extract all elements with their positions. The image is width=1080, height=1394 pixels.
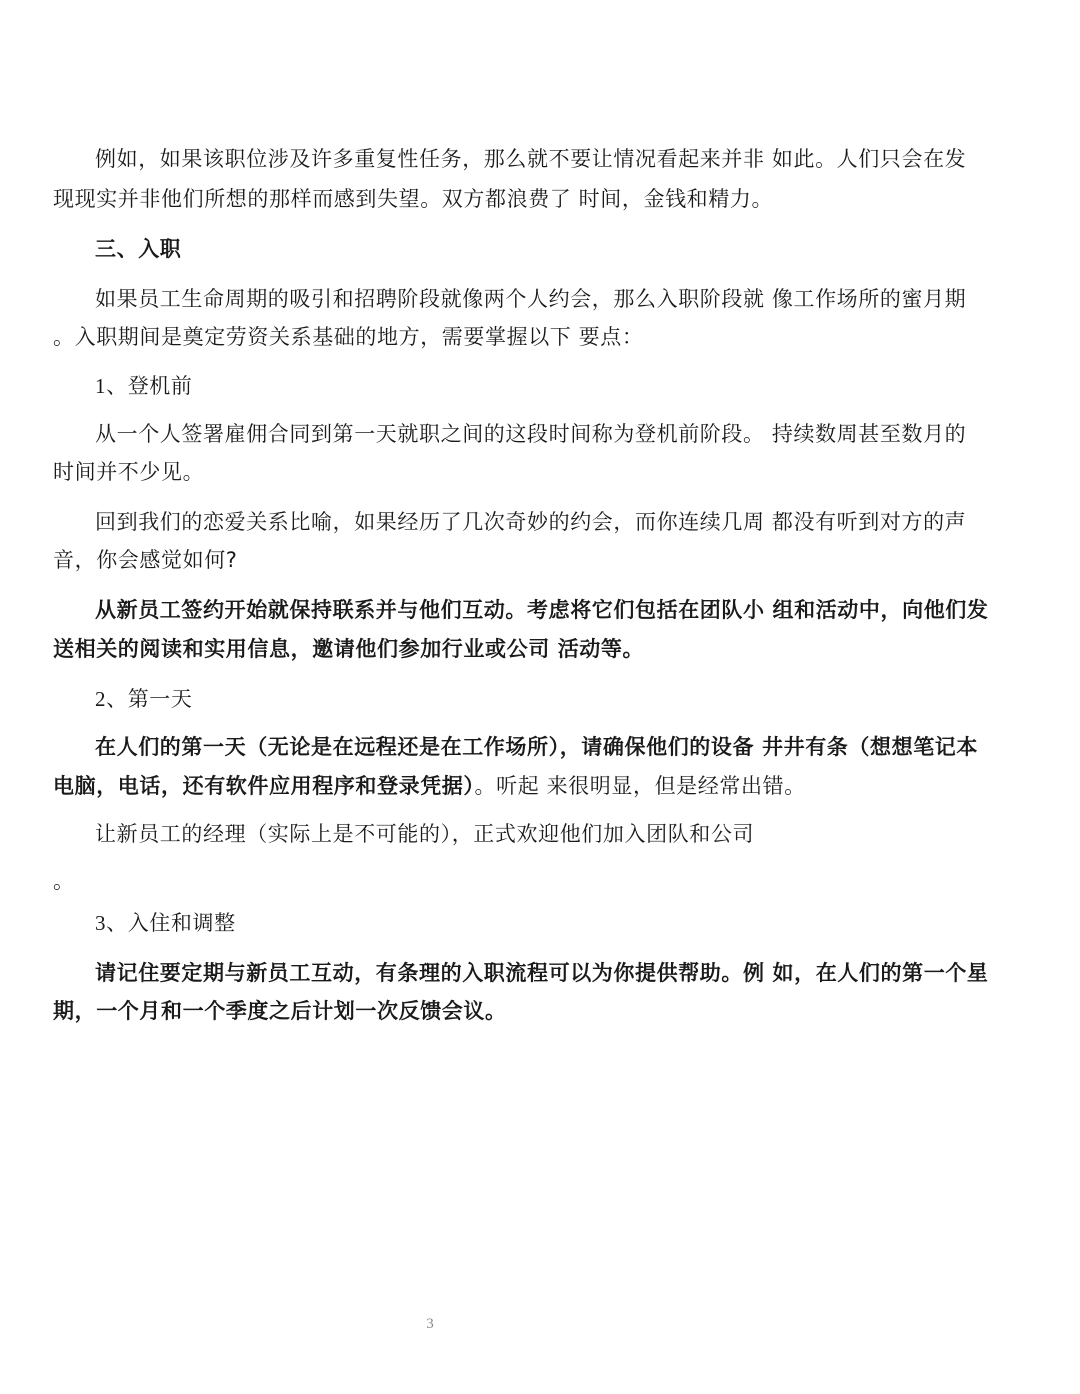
bold-paragraph-line: 从新员工签约开始就保持联系并与他们互动。考虑将它们包括在团队小 组和活动中，向他们发 xyxy=(95,598,989,622)
bold-paragraph-line: 请记住要定期与新员工互动，有条理的入职流程可以为你提供帮助。例 如，在人们的第一个星 xyxy=(95,961,989,985)
section-heading: 三、入职 xyxy=(95,237,182,261)
paragraph-line: 音，你会感觉如何? xyxy=(53,548,238,572)
paragraph-line: 例如，如果该职位涉及许多重复性任务，那么就不要让情况看起来并非 如此。人们只会在发 xyxy=(95,147,967,171)
paragraph-line: 。入职期间是奠定劳资关系基础的地方，需要掌握以下 要点： xyxy=(53,325,644,349)
subheading-number: 2 xyxy=(95,687,107,711)
bold-paragraph-line: 在人们的第一天（无论是在远程还是在工作场所），请确保他们的设备 井井有条（想想笔记本 xyxy=(95,735,979,759)
bold-paragraph-line: 期，一个月和一个季度之后计划一次反馈会议。 xyxy=(53,999,507,1023)
subheading-number: 1 xyxy=(95,374,107,398)
subheading-number: 3 xyxy=(95,911,107,935)
subheading-3 xyxy=(95,910,1080,936)
paragraph-line: 从一个人签署雇佣合同到第一天就职之间的这段时间称为登机前阶段。 持续数周甚至数月的 xyxy=(95,422,967,446)
subheading-1 xyxy=(95,373,1080,399)
paragraph-line: 时间并不少见。 xyxy=(53,460,205,484)
paragraph-line: 让新员工的经理（实际上是不可能的），正式欢迎他们加入团队和公司 xyxy=(95,822,755,846)
bold-paragraph-line: 送相关的阅读和实用信息，邀请他们参加行业或公司 活动等。 xyxy=(53,637,645,661)
subheading-title: 、登机前 xyxy=(106,374,193,398)
page-number: 3 xyxy=(426,1316,434,1332)
mixed-paragraph-line xyxy=(53,773,1080,799)
bold-text: 电脑，电话，还有软件应用程序和登录凭据） xyxy=(53,774,475,798)
subheading-title: 、入住和调整 xyxy=(106,911,236,935)
subheading-title: 、第一天 xyxy=(106,687,193,711)
paragraph-line: 如果员工生命周期的吸引和招聘阶段就像两个人约会，那么入职阶段就 像工作场所的蜜月期 xyxy=(95,287,967,311)
subheading-2 xyxy=(95,686,1080,712)
normal-text: 。听起 来很明显，但是经常出错。 xyxy=(474,774,806,798)
paragraph-line: 现现实并非他们所想的那样而感到失望。双方都浪费了 时间，金钱和精力。 xyxy=(53,187,774,211)
paragraph-line: 回到我们的恋爱关系比喻，如果经历了几次奇妙的约会，而你连续几周 都没有听到对方的声 xyxy=(95,510,967,534)
paragraph-line: 。 xyxy=(53,869,75,893)
